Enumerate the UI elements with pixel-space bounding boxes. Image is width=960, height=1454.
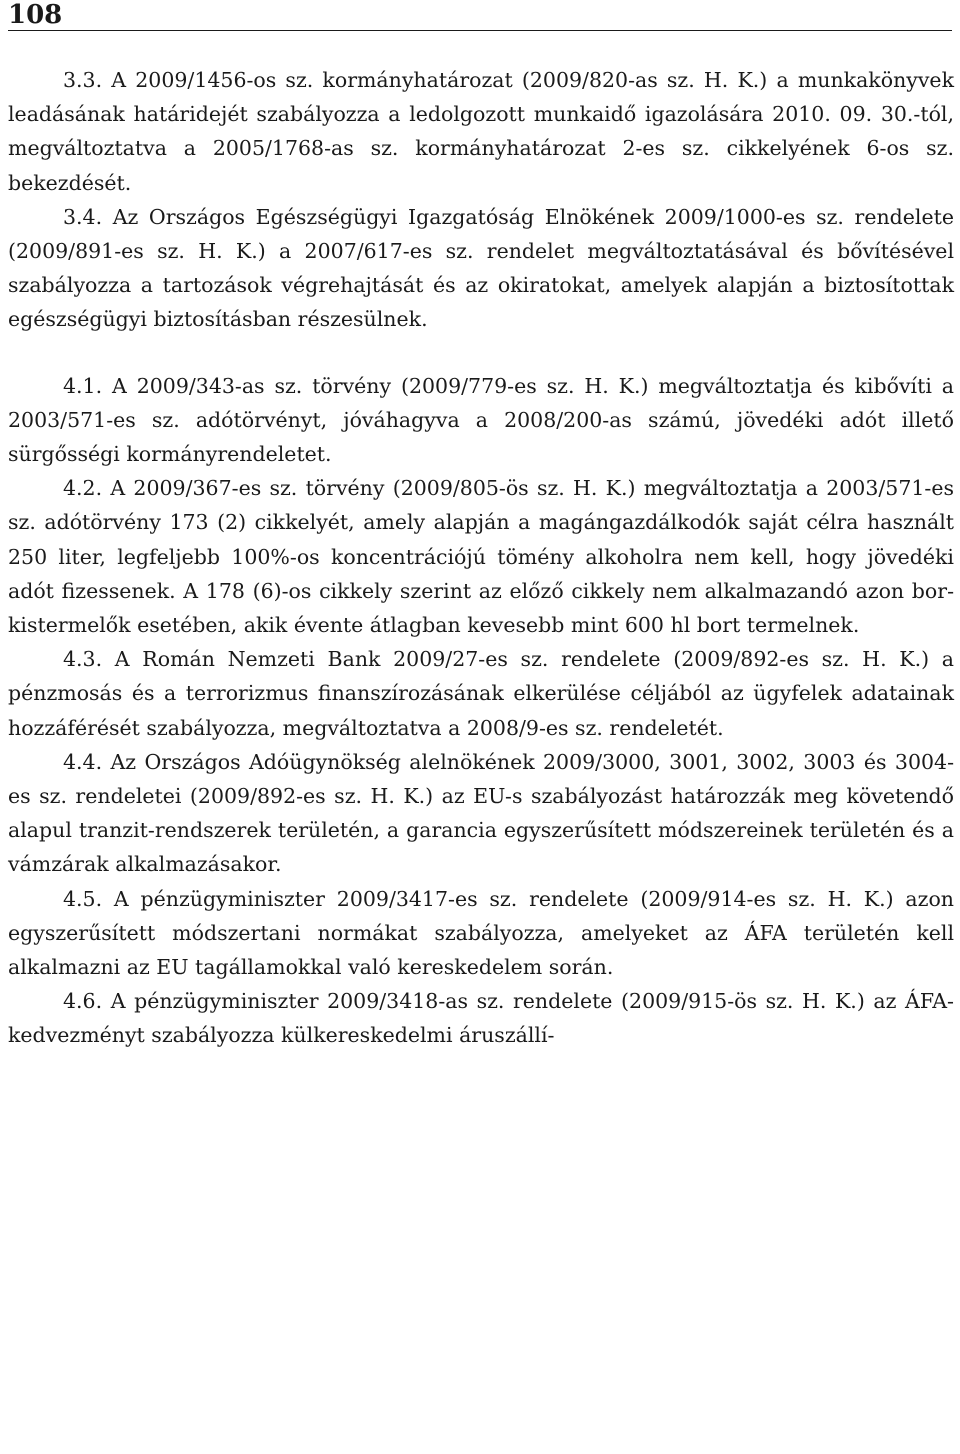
paragraph-4-3: 4.3. A Román Nemzeti Bank 2009/27-es sz. rendelete (2009/892-es sz. H. K.) a pénzmosás és a terrorizmus finanszírozásának elkerülése céljából az ügyfelek adatainak hozzáférését szabályozza, megváltoztatva a 2008/9-es sz. rendeletét. [8,647,954,740]
paragraph-4-1: 4.1. A 2009/343-as sz. törvény (2009/779-es sz. H. K.) megváltoztatja és kibővíti a 2003/571-es sz. adótörvényt, jóváhagyva a 2008/200-as számú, jövedéki adót illető sürgősségi kormányrendeletet. [8,373,954,467]
paragraph-3-3: 3.3. A 2009/1456-os sz. kormányhatározat (2009/820-as sz. H. K.) a munkakönyvek leadásának határidejét szabályozza a ledolgozott munkaidő igazolására 2010. 09. 30.-tól, megváltoztatva a 2005/1768-as sz. kormányhatározat 2-es sz. cikkelyének 6-os sz. bekezdését. [8,68,954,195]
paragraph-4-2: 4.2. A 2009/367-es sz. törvény (2009/805-ös sz. H. K.) megváltoztatja a 2003/571-es sz. adótörvény 173 (2) cikkelyét, amely alapján a magángazdálkodók saját célra használt 250 liter, legfeljebb 100%-os koncentrációjú tömény alkoholra nem kell, hogy jövedéki adót fizessenek. A 178 (6)-os cikkely szerint az előző cikkely nem alkalmazandó azon bor-kistermelők esetében, akik évente átlagban kevesebb mint 600 hl bort termelnek. [8,476,954,638]
page-body [8,63,954,1053]
paragraph-4-6: 4.6. A pénzügyminiszter 2009/3418-as sz. rendelete (2009/915-ös sz. H. K.) az ÁFA-kedvezményt szabályozza külkereskedelmi áruszállí- [8,989,954,1048]
paragraph-4-5: 4.5. A pénzügyminiszter 2009/3417-es sz. rendelete (2009/914-es sz. H. K.) azon egyszerűsített módszertani normákat szabályozza, amelyeket az ÁFA területén kell alkalmazni az EU tagállamokkal való kereskedelem során. [8,886,954,980]
paragraph-3-4: 3.4. Az Országos Egészségügyi Igazgatóság Elnökének 2009/1000-es sz. rendelete (2009/891-es sz. H. K.) a 2007/617-es sz. rendelet megváltoztatásával és bővítésével szabályozza a tartozások végrehajtását és az okiratokat, amelyek alapján a biztosítottak egészségügyi biztosításban részesülnek. [8,204,954,332]
paragraph-4-4: 4.4. Az Országos Adóügynökség alelnökének 2009/3000, 3001, 3002, 3003 és 3004-es sz. rendeletei (2009/892-es sz. H. K.) az EU-s szabályozást határozzák meg követendő alapul tranzit-rendszerek területén, a garancia egyszerűsített módszereinek területén és a vámzárak alkalmazásakor. [8,749,954,877]
header-rule [8,30,952,31]
page-number: 108 [8,0,63,30]
